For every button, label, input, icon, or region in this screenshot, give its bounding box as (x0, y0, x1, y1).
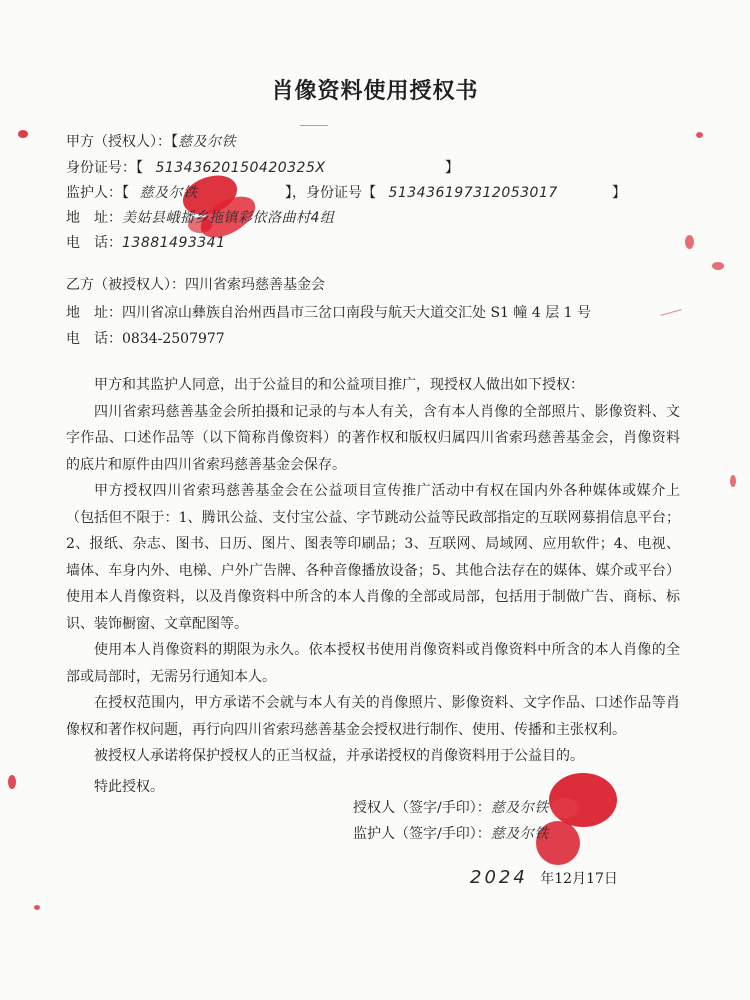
paragraph-media-scope: 甲方授权四川省索玛慈善基金会在公益项目宣传推广活动中有权在国内外各种媒体或媒介上（包括但不限于：1、腾讯公益、支付宝公益、字节跳动公益等民政部指定的互联网募捐信息平台；2、报纸、杂志、图书、日历、图片、图表等印刷品；3、互联网、局域网、应用软件；4、电视、墙体、车身内外、电梯、户外广告牌、各种音像播放设备；5、其他合法存在的媒体、媒介或平台）使用本人肖像资料，以及肖像资料中所含的本人肖像的全部或局部，包括用于制做广告、商标、标识、装饰橱窗、文章配图等。 (66, 483, 680, 632)
party-b-address-label: 地 址： (66, 305, 122, 321)
party-b-address-line (66, 303, 591, 323)
ink-blot-right-3 (712, 262, 724, 270)
ink-mark-top (300, 125, 328, 126)
guardian-name-handwritten: 慈及尔铁 (139, 185, 198, 201)
guardian-id-close: 】 (612, 185, 626, 201)
grantor-signature-line (353, 798, 549, 818)
party-a-phone-handwritten: 13881493341 (122, 235, 226, 251)
guardian-id-handwritten: 513436197312053017 (388, 185, 558, 201)
id-number-line (66, 158, 325, 178)
party-a-label: 甲方（授权人）：【 (66, 134, 178, 150)
document-title: 肖像资料使用授权书 (271, 79, 479, 104)
guardian-line (66, 183, 197, 203)
id-number-close: 】 (445, 160, 459, 176)
party-a-address-label: 地 址： (66, 210, 122, 226)
guardian-label: 监护人：【 (66, 185, 129, 201)
paragraph-term: 使用本人肖像资料的期限为永久。依本授权书使用肖像资料或肖像资料中所含的本人肖像的全部或局部时，无需另行通知本人。 (66, 642, 680, 685)
party-b-phone: 0834-2507977 (122, 331, 225, 347)
party-a-line (66, 132, 236, 152)
party-b-phone-label: 电 话： (66, 331, 122, 347)
ink-blot-right-4 (730, 475, 736, 487)
guardian-signature-label: 监护人（签字/手印）： (353, 826, 491, 842)
id-number-handwritten: 51343620150420325X (155, 160, 326, 176)
ink-blot-right-2 (685, 235, 694, 249)
party-b-address: 四川省凉山彝族自治州西昌市三岔口南段与航天大道交汇处 S1 幢 4 层 1 号 (122, 305, 592, 321)
ink-mark-right (660, 309, 682, 316)
closing-text: 特此授权。 (94, 779, 164, 795)
signing-date (470, 868, 618, 889)
party-a-name-handwritten: 慈及尔铁 (178, 134, 236, 150)
party-a-phone-line (66, 233, 225, 253)
paragraph-consent: 甲方和其监护人同意，出于公益目的和公益项目推广，现授权人做出如下授权： (94, 377, 584, 393)
date-rest: 年12月17日 (540, 871, 618, 887)
ink-blot-right-1 (696, 132, 703, 138)
grantor-signature-label: 授权人（签字/手印）： (353, 800, 491, 816)
guardian-signature-handwritten: 慈及尔铁 (490, 826, 549, 842)
party-b-line (66, 275, 325, 295)
ink-blot-left-1 (18, 130, 28, 138)
paragraph-commitment: 在授权范围内，甲方承诺不会就与本人有关的肖像照片、影像资料、文字作品、口述作品等肖像权和著作权问题，再行向四川省索玛慈善基金会授权进行制作、使用、传播和主张权利。 (66, 695, 680, 738)
id-number-label: 身份证号：【 (66, 160, 143, 176)
ink-blot-left-2 (8, 775, 16, 789)
party-b-name: 四川省索玛慈善基金会 (185, 277, 325, 293)
date-year-handwritten: 2024 (470, 867, 528, 888)
paragraph-copyright: 四川省索玛慈善基金会所拍摄和记录的与本人有关，含有本人肖像的全部照片、影像资料、文字作品、口述作品等（以下简称肖像资料）的著作权和版权归属四川省索玛慈善基金会，肖像资料的底片和原件由四川省索玛慈善基金会保存。 (66, 403, 680, 473)
paragraph-protection: 被授权人承诺将保护授权人的正当权益，并承诺授权的肖像资料用于公益目的。 (94, 748, 584, 764)
guardian-id-line (285, 183, 558, 203)
grantor-signature-handwritten: 慈及尔铁 (490, 800, 549, 816)
guardian-id-label: 】，身份证号【 (285, 185, 376, 201)
party-a-phone-label: 电 话： (66, 235, 122, 251)
party-b-phone-line (66, 329, 225, 349)
party-a-address-line (66, 208, 334, 228)
guardian-signature-line (353, 824, 549, 844)
party-a-address-handwritten: 美姑县峨播乡拖镇彩依洛曲村4组 (122, 210, 335, 226)
ink-blot-left-3 (34, 905, 40, 910)
party-b-label: 乙方（被授权人）： (66, 277, 185, 293)
body-text (66, 372, 680, 770)
